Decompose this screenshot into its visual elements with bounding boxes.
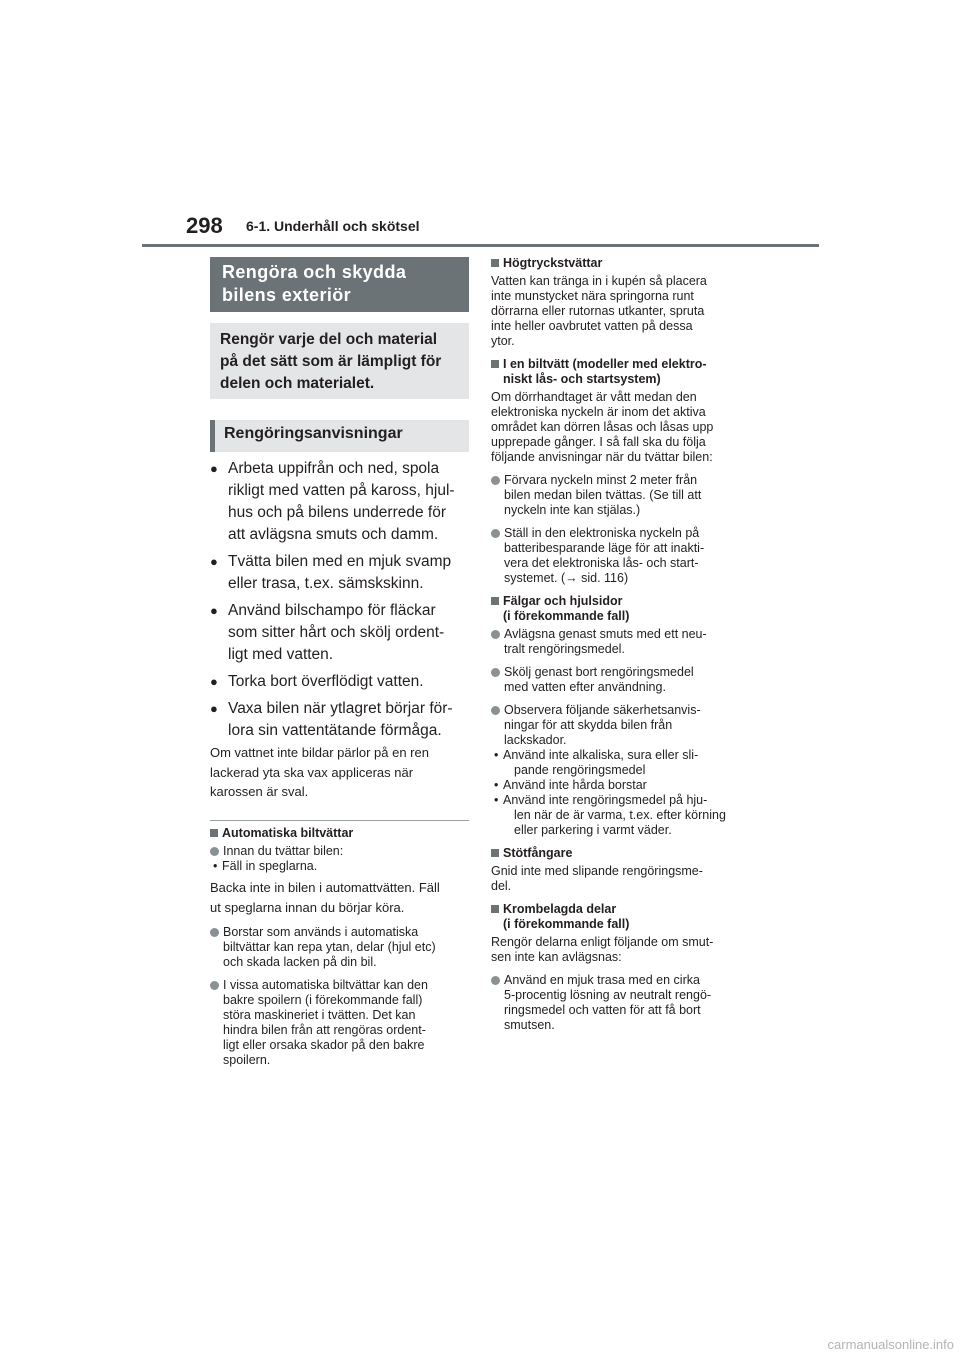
list-line: Använd en mjuk trasa med en cirka <box>504 973 700 987</box>
list-line: hus och på bilens underrede för <box>228 504 447 521</box>
right-column <box>491 256 753 1041</box>
cleaning-instructions-heading: Rengöringsanvisningar <box>210 420 469 452</box>
list-line: och skada lacken på din bil. <box>223 955 377 969</box>
intro-line: delen och materialet. <box>220 375 375 392</box>
list-line: ligt eller orsaka skador på den bakre <box>223 1038 425 1052</box>
heading-line: Krombelagda delar <box>503 902 617 916</box>
chapter-title <box>210 257 469 312</box>
list-item <box>491 526 753 586</box>
header-rule <box>142 244 819 247</box>
list-line: ● Arbeta uppifrån och ned, spola <box>228 460 440 477</box>
list-line: vera det elektroniska lås- och start- <box>504 556 699 570</box>
sub-item <box>210 859 472 874</box>
list-line: ringsmedel och vatten för att få bort <box>504 1003 701 1017</box>
list-line: Borstar som används i automatiska <box>223 925 419 939</box>
list-line: • Använd inte hårda borstar <box>503 778 647 792</box>
para-line: området kan dörren låsas och låsas upp <box>491 420 714 434</box>
list-item <box>210 551 472 595</box>
list-line: tralt rengöringsmedel. <box>504 642 625 656</box>
list-line: smutsen. <box>504 1018 555 1032</box>
intro-line: på det sätt som är lämpligt för <box>220 353 442 370</box>
intro-line: Rengör varje del och material <box>220 331 438 348</box>
list-line: I vissa automatiska biltvättar kan den <box>223 978 428 992</box>
para-line: Om dörrhandtaget är vått medan den <box>491 390 697 404</box>
para-line: upprepade gånger. I så fall ska du följa <box>491 435 706 449</box>
list-line: bakre spoilern (i förekommande fall) <box>223 993 423 1007</box>
heading-line: Fälgar och hjulsidor <box>503 594 623 608</box>
list-line: störa maskineriet i tvätten. Det kan <box>223 1008 416 1022</box>
para-line: Vatten kan tränga in i kupén så placera <box>491 274 707 288</box>
list-item <box>491 627 753 657</box>
para-line: del. <box>491 879 512 893</box>
list-line: Observera följande säkerhetsanvis- <box>504 703 701 717</box>
page-number: 298 <box>186 213 223 238</box>
paragraph <box>491 390 753 465</box>
wheels-heading <box>491 594 753 624</box>
list-line: rikligt med vatten på kaross, hjul- <box>228 482 455 499</box>
heading-line: (i förekommande fall) <box>503 609 630 623</box>
list-line: batteribesparande läge för att inakti- <box>504 541 705 555</box>
para-line: dörrarna eller rutornas utkanter, spruta <box>491 304 705 318</box>
list-line: ● Vaxa bilen när ytlagret börjar för- <box>228 700 453 717</box>
list-line: bilen medan bilen tvättas. (Se till att <box>504 488 702 502</box>
list-line: biltvättar kan repa ytan, delar (hjul etc) <box>223 940 436 954</box>
list-line: som sitter hårt och skölj ordent- <box>228 624 445 641</box>
section-title: 6-1. Underhåll och skötsel <box>246 218 420 234</box>
bumpers-heading: Stötfångare <box>491 846 753 861</box>
list-line: Avlägsna genast smuts med ett neu- <box>504 627 707 641</box>
para-line: Backa inte in bilen i automattvätten. Fäll <box>210 880 440 895</box>
list-item <box>210 978 472 1068</box>
sub-item <box>491 778 753 793</box>
list-line: ● Tvätta bilen med en mjuk svamp <box>228 553 452 570</box>
para-line: Rengör delarna enligt följande om smut- <box>491 935 714 949</box>
arrow-right-icon: → <box>565 571 578 585</box>
para-line: elektroniska nyckeln är inom det aktiva <box>491 405 706 419</box>
list-line: att avlägsna smuts och damm. <box>228 526 439 543</box>
list-line: lora sin vattentätande förmåga. <box>228 722 442 739</box>
sub-item <box>491 748 753 778</box>
list-line: ningar för att skydda bilen från <box>504 718 673 732</box>
list-line: pande rengöringsmedel <box>514 763 646 777</box>
list-line: lackskador. <box>504 733 567 747</box>
sub-item <box>491 793 753 838</box>
para-line: ytor. <box>491 334 515 348</box>
paragraph <box>491 935 753 965</box>
para-line: ut speglarna innan du börjar köra. <box>210 899 405 915</box>
note-line: lackerad yta ska vax appliceras när <box>210 764 414 780</box>
divider <box>210 820 469 821</box>
list-line: eller trasa, t.ex. sämskskinn. <box>228 575 424 592</box>
heading-line: I en biltvätt (modeller med elektro- <box>503 357 707 371</box>
list-line: Ställ in den elektroniska nyckeln på <box>504 526 700 540</box>
list-item <box>210 844 472 859</box>
para-line: följande anvisningar när du tvättar bilen: <box>491 450 713 464</box>
heading-line: (i förekommande fall) <box>503 917 630 931</box>
list-item <box>491 973 753 1033</box>
car-wash-heading <box>491 357 753 387</box>
cleaning-instructions-list <box>210 458 472 747</box>
list-item <box>491 665 753 695</box>
paragraph <box>491 274 753 349</box>
list-line <box>504 571 753 586</box>
list-line: ligt med vatten. <box>228 646 334 663</box>
list-line: 5-procentig lösning av neutralt rengö- <box>504 988 712 1002</box>
page-reference-link[interactable]: sid. 116) <box>577 571 629 585</box>
list-line: ● Torka bort överflödigt vatten. <box>228 673 424 690</box>
note-line: Om vattnet inte bildar pärlor på en ren <box>210 745 429 760</box>
list-line: eller parkering i varmt väder. <box>514 823 672 837</box>
list-item <box>210 458 472 546</box>
list-item <box>491 473 753 518</box>
wax-note <box>210 743 472 802</box>
para-line: sen inte kan avlägsnas: <box>491 950 622 964</box>
list-line: • Använd inte rengöringsmedel på hju- <box>503 793 708 807</box>
list-line: spoilern. <box>223 1053 271 1067</box>
list-line: nyckeln inte kan stjälas.) <box>504 503 641 517</box>
note-line: karossen är sval. <box>210 784 309 799</box>
list-item <box>210 698 472 742</box>
automatic-wash-heading: Automatiska biltvättar <box>210 826 472 841</box>
ref-text: systemet. ( <box>504 571 566 585</box>
list-line: Innan du tvättar bilen: <box>223 844 344 858</box>
para-line: Gnid inte med slipande rengöringsme- <box>491 864 703 878</box>
list-line: hindra bilen från att rengöras ordent- <box>223 1023 426 1037</box>
paragraph <box>491 864 753 894</box>
para-line: inte heller oavbrutet vatten på dessa <box>491 319 693 333</box>
list-line: Skölj genast bort rengöringsmedel <box>504 665 694 679</box>
intro-text <box>210 323 469 399</box>
high-pressure-heading: Högtryckstvättar <box>491 256 753 271</box>
heading-line: niskt lås- och startsystem) <box>503 372 661 386</box>
watermark: carmanualsonline.info <box>827 1337 954 1352</box>
list-item <box>210 671 472 693</box>
list-line: Förvara nyckeln minst 2 meter från <box>504 473 698 487</box>
paragraph <box>210 878 472 917</box>
chapter-title-line: Rengöra och skydda <box>222 262 407 282</box>
list-line: • Använd inte alkaliska, sura eller sli- <box>503 748 699 762</box>
para-line: inte munstycket nära springorna runt <box>491 289 694 303</box>
list-line: ● Använd bilschampo för fläckar <box>228 602 436 619</box>
list-item <box>491 703 753 748</box>
list-line: • Fäll in speglarna. <box>222 859 318 873</box>
list-line: len när de är varma, t.ex. efter körning <box>514 808 726 822</box>
chrome-parts-heading <box>491 902 753 932</box>
list-item <box>210 925 472 970</box>
list-line: med vatten efter användning. <box>504 680 666 694</box>
list-item <box>210 600 472 666</box>
chapter-title-line: bilens exteriör <box>222 285 352 305</box>
automatic-wash-section <box>210 826 472 1076</box>
